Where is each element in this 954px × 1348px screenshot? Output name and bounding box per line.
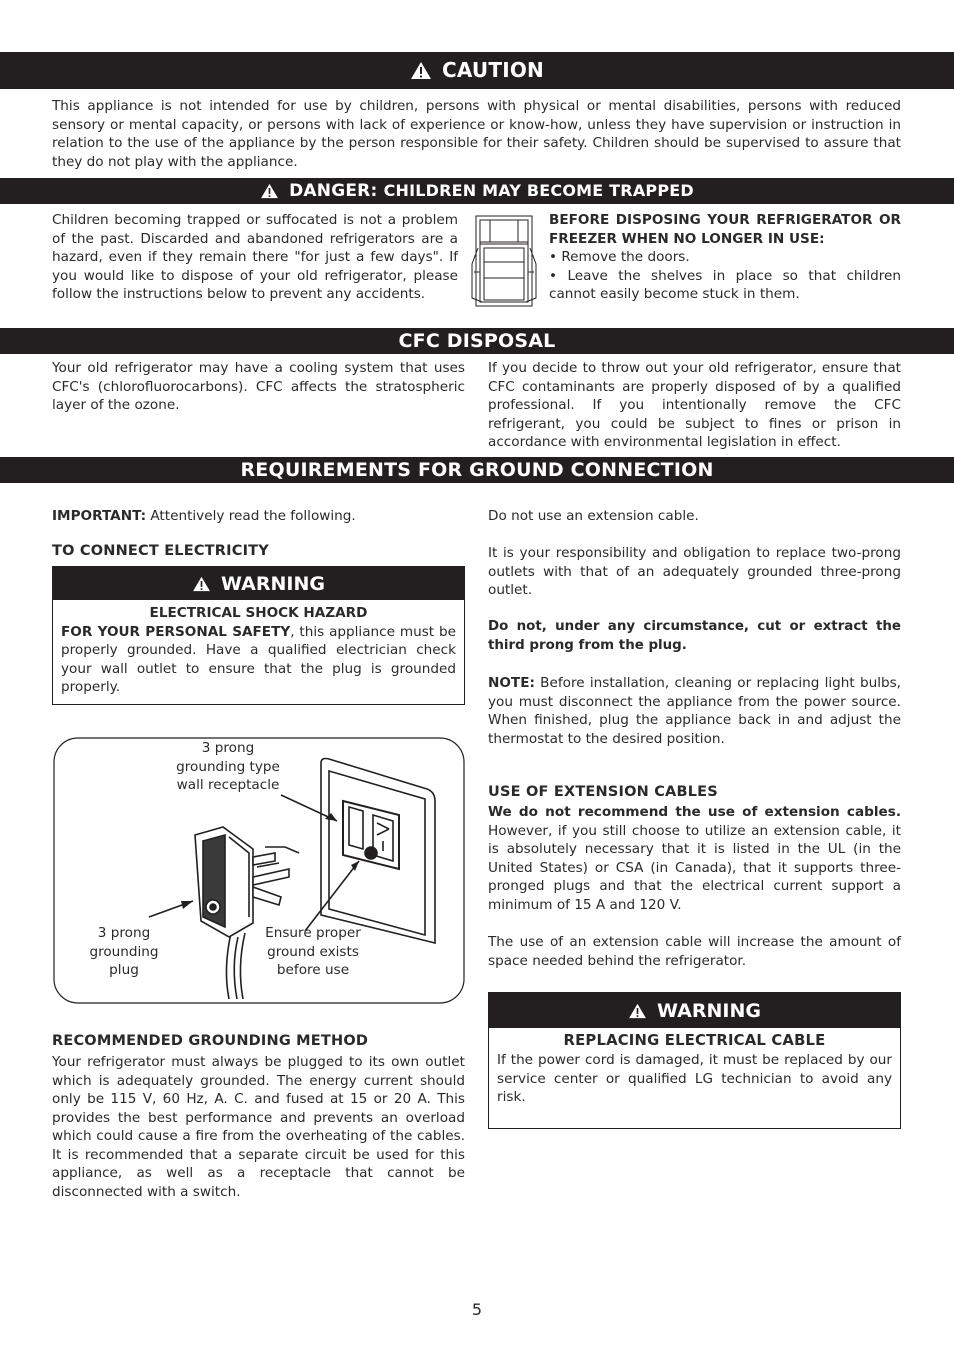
extension-paragraph	[488, 803, 901, 914]
warning-subtitle: ELECTRICAL SHOCK HAZARD	[149, 605, 368, 621]
warning-box-shock	[52, 566, 465, 705]
danger-title-bold: DANGER:	[289, 181, 378, 201]
warning-box-header	[489, 993, 900, 1028]
warning-triangle-icon	[628, 1003, 647, 1019]
warning-title: WARNING	[221, 572, 325, 595]
danger-bullet-1: • Remove the doors.	[549, 249, 690, 265]
ensure-label-line3: before use	[276, 962, 350, 978]
extension-text: However, if you still choose to utilize an extension cable, it is absolutely necessary that it is listed in the UL (in the United States) or CSA (in Canada), that it supports three-pronged plugs and that the electrical current support a minimum of 15 A and 120 V.	[488, 822, 901, 913]
extension-paragraph-2: The use of an extension cable will increase the amount of space needed behind the refrigerator.	[488, 934, 901, 969]
ground-header	[0, 457, 954, 483]
note-paragraph	[488, 674, 901, 748]
warning-triangle-icon	[410, 61, 432, 80]
extension-bold: We do not recommend the use of extension cables.	[488, 804, 901, 820]
method-heading: RECOMMENDED GROUNDING METHOD	[52, 1033, 369, 1049]
danger-left-text: Children becoming trapped or suffocated is not a problem of the past. Discarded and abandoned refrigerators are a hazard, even if they remain there "for just a few days". If you would like to dispose of your old refrigerator, please follow the instructions below to prevent any accidents.	[52, 212, 458, 302]
warning-subtitle: REPLACING ELECTRICAL CABLE	[563, 1032, 826, 1049]
danger-right-heading: BEFORE DISPOSING YOUR REFRIGERATOR OR FREEZER WHEN NO LONGER IN USE:	[549, 212, 901, 247]
cfc-left-text: Your old refrigerator may have a cooling system that uses CFC's (chlorofluorocarbons). CFC affects the stratospheric layer of the ozone.	[52, 360, 465, 413]
receptacle-label-line2: grounding type	[176, 758, 280, 775]
important-text: Attentively read the following.	[146, 508, 356, 524]
warning-body	[61, 623, 456, 697]
receptacle-label-line3: wall receptacle	[176, 777, 280, 793]
grounding-figure	[53, 737, 465, 1004]
cfc-right-text: If you decide to throw out your old refrigerator, ensure that CFC contaminants are properly disposed of by a qualified professional. If you intentionally remove the CFC refrigerant, you could be subject to fines or prison in accordance with environmental legislation in effect.	[488, 360, 901, 450]
plug-label-line1: 3 prong	[97, 925, 151, 941]
warning-body: If the power cord is damaged, it must be replaced by our service center or qualified LG technician to avoid any risk.	[497, 1052, 892, 1105]
refrigerator-illustration	[470, 212, 542, 312]
receptacle-label-line1: 3 prong	[201, 740, 255, 756]
warning-box-cable	[488, 992, 901, 1129]
ensure-label	[251, 924, 375, 980]
extension-heading: USE OF EXTENSION CABLES	[488, 784, 718, 800]
right-p1: Do not use an extension cable.	[488, 508, 699, 524]
danger-header	[0, 178, 954, 204]
cfc-header	[0, 328, 954, 354]
ensure-label-line1: Ensure proper	[265, 925, 361, 941]
warning-triangle-icon	[260, 183, 279, 199]
warning-triangle-icon	[192, 576, 211, 592]
plug-label-line2: grounding	[89, 943, 159, 960]
ensure-label-line2: ground exists	[267, 943, 359, 960]
warning-box-header	[53, 567, 464, 600]
danger-bullet-2: • Leave the shelves in place so that children cannot easily become stuck in them.	[549, 267, 901, 302]
connect-heading: TO CONNECT ELECTRICITY	[52, 543, 269, 559]
caution-header	[0, 52, 954, 89]
right-p2: It is your responsibility and obligation to replace two-prong outlets with that of an adequately grounded three-prong outlet.	[488, 545, 901, 598]
danger-right-block	[549, 211, 901, 304]
plug-label	[77, 924, 171, 980]
page-number: 5	[471, 1300, 483, 1319]
note-text: Before installation, cleaning or replacing light bulbs, you must disconnect the appliance from the power source. When finished, plug the appliance back in and adjust the thermostat to the desired position.	[488, 675, 901, 747]
danger-title-rest: CHILDREN MAY BECOME TRAPPED	[383, 181, 694, 200]
warning-body-text: , this appliance must be properly grounded. Have a qualified electrician check your wall outlet to ensure that the plug is grounded properly.	[61, 623, 456, 695]
plug-label-line3: plug	[109, 962, 139, 978]
warning-body-bold: FOR YOUR PERSONAL SAFETY	[61, 623, 291, 640]
method-text: Your refrigerator must always be plugged to its own outlet which is adequately grounded. The energy current should only be 115 V, 60 Hz, A. C. and fused at 15 or 20 A. This provides the best performance and prevents an overload which could cause a fire from the overheating of the cables. It is recommended that a separate circuit be used for this appliance, as well as a receptacle that cannot be disconnected with a switch.	[52, 1054, 465, 1200]
caution-body: This appliance is not intended for use by children, persons with physical or mental disabilities, persons with reduced sensory or mental capacity, or persons with lack of experience or know-how, unless they have supervision or instruction in relation to the use of the appliance by the person responsible for their safety. Children should be supervised to assure that they do not play with the appliance.	[52, 98, 901, 170]
right-p3: Do not, under any circumstance, cut or extract the third prong from the plug.	[488, 619, 901, 653]
important-label: IMPORTANT:	[52, 508, 147, 524]
cfc-title: CFC DISPOSAL	[398, 330, 556, 352]
caution-title: CAUTION	[441, 58, 544, 82]
important-line	[52, 507, 465, 526]
receptacle-label	[163, 739, 293, 795]
note-label: NOTE:	[488, 675, 535, 691]
ground-title: REQUIREMENTS FOR GROUND CONNECTION	[240, 459, 714, 481]
warning-title: WARNING	[657, 999, 761, 1022]
